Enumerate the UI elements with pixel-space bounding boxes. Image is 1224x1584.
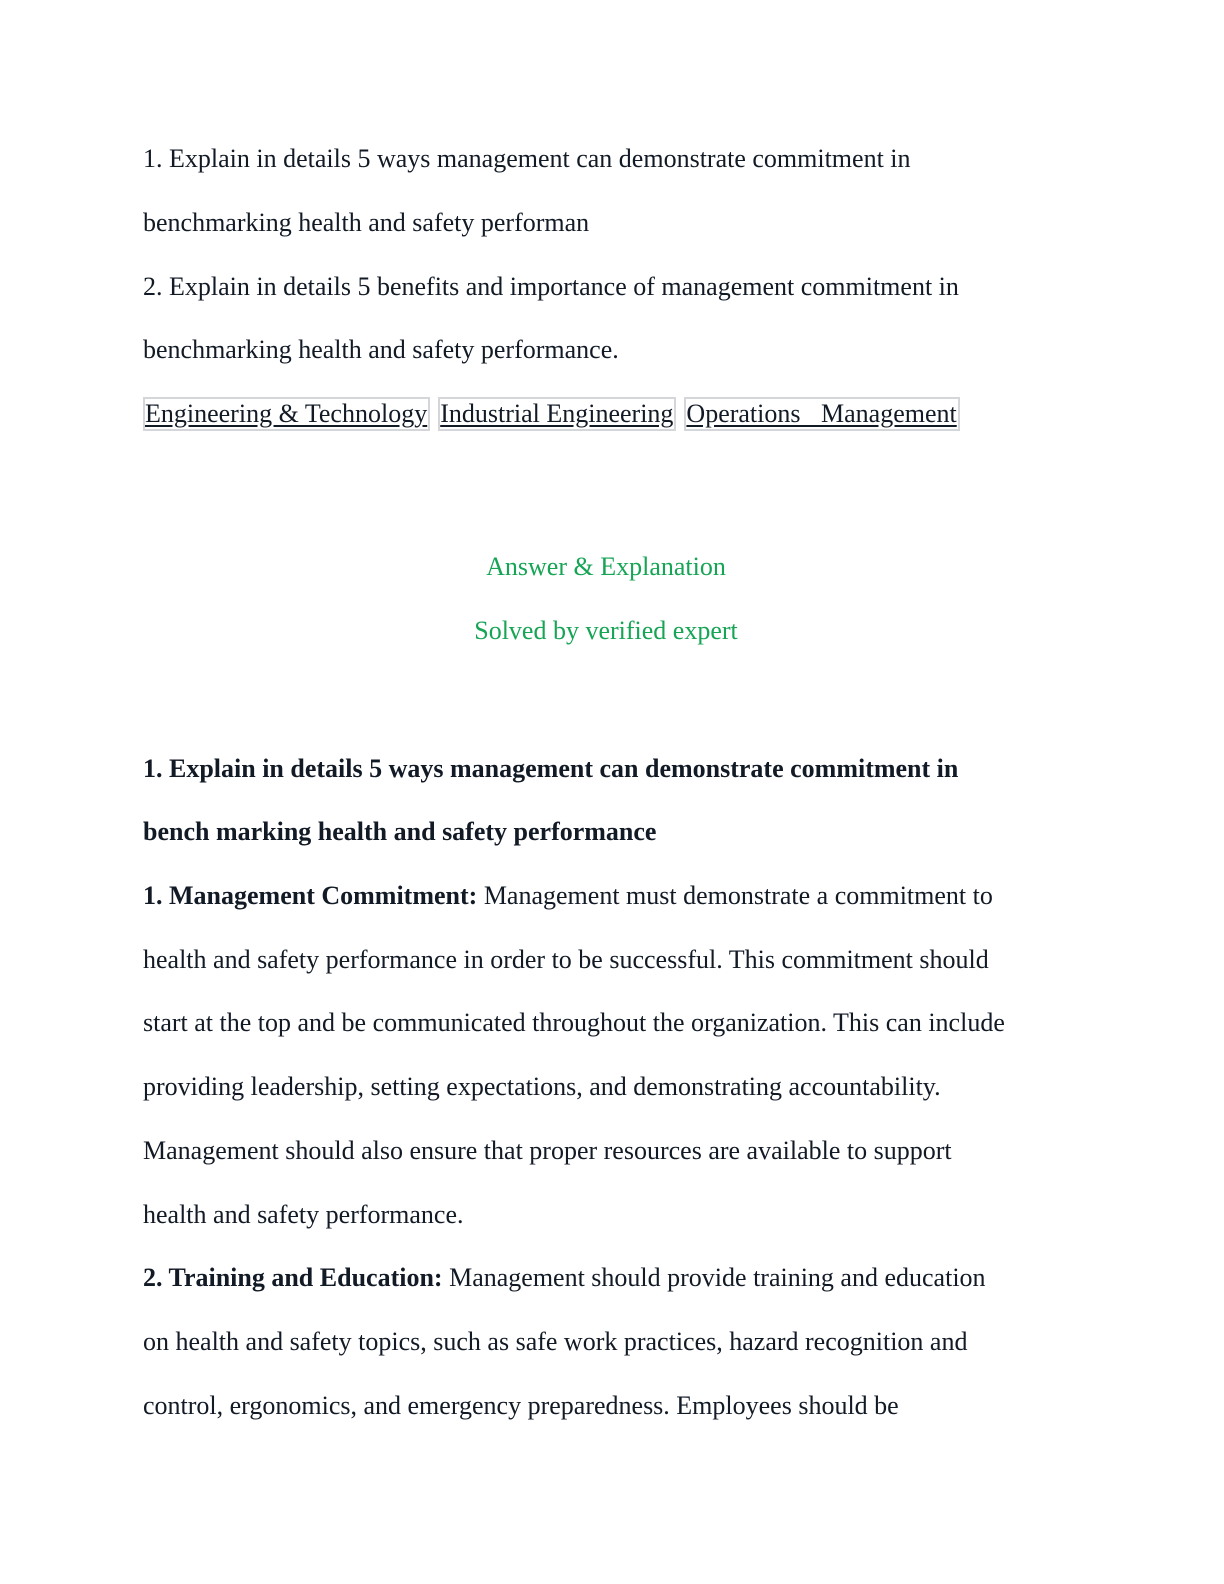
question-2-line-2: benchmarking health and safety performance. (143, 335, 619, 364)
point-2-line-2: on health and safety topics, such as safe work practices, hazard recognition and (143, 1327, 968, 1356)
point-2-label: 2. Training and Education: (143, 1263, 443, 1292)
tag-industrial-engineering[interactable]: Industrial Engineering (438, 397, 676, 431)
point-1-line-4: providing leadership, setting expectations, and demonstrating accountability. (143, 1072, 941, 1101)
point-1-line-2: health and safety performance in order to be successful. This commitment should (143, 945, 989, 974)
point-2-text: Management should provide training and education (442, 1263, 986, 1292)
answer-explanation-title: Answer & Explanation (486, 552, 726, 581)
point-1-text: Management must demonstrate a commitment to (477, 881, 993, 910)
question-2-line-1: 2. Explain in details 5 benefits and importance of management commitment in (143, 272, 959, 301)
answer-heading-line-2: bench marking health and safety performance (143, 817, 657, 846)
point-1-line-3: start at the top and be communicated throughout the organization. This can include (143, 1008, 1005, 1037)
point-1-line-6: health and safety performance. (143, 1200, 464, 1229)
point-1-label: 1. Management Commitment: (143, 881, 478, 910)
point-2-line-1 (143, 1262, 986, 1294)
tag-engineering-technology[interactable]: Engineering & Technology (143, 397, 430, 431)
tag-operations-management[interactable]: Operations Management (684, 397, 959, 431)
question-1-line-2: benchmarking health and safety performan (143, 208, 590, 237)
point-2-line-3: control, ergonomics, and emergency preparedness. Employees should be (143, 1391, 899, 1420)
question-1-line-1: 1. Explain in details 5 ways management can demonstrate commitment in (143, 144, 911, 173)
answer-heading-line-1: 1. Explain in details 5 ways management can demonstrate commitment in (143, 754, 959, 783)
point-1-line-5: Management should also ensure that proper resources are available to support (143, 1136, 952, 1165)
point-1-line-1 (143, 880, 993, 912)
verified-expert-subtitle: Solved by verified expert (474, 616, 738, 645)
subject-tags (143, 397, 960, 431)
